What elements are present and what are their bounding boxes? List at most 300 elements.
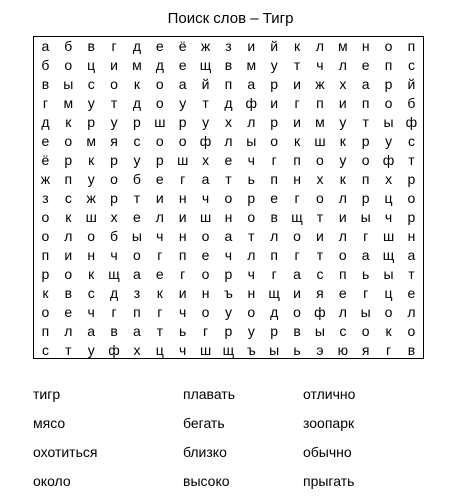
grid-cell: р [224, 323, 233, 339]
grid-cell: о [247, 209, 256, 225]
grid-cell: з [133, 285, 141, 301]
grid-cell: ч [110, 247, 118, 263]
grid-cell: ч [179, 304, 187, 320]
grid-cell: н [407, 228, 416, 244]
grid-cell: а [407, 247, 416, 263]
grid-cell: о [407, 323, 416, 339]
grid-cell: л [270, 228, 279, 244]
grid-cell: в [64, 285, 73, 301]
grid-cell: о [155, 95, 164, 111]
grid-cell: ж [315, 76, 325, 92]
grid-cell: ф [382, 152, 395, 168]
grid-cell: ш [314, 133, 326, 149]
grid-cell: и [247, 38, 256, 54]
grid-cell: ж [40, 171, 51, 187]
grid-cell: о [293, 304, 301, 320]
grid-cell: н [361, 38, 370, 54]
grid-cell: ё [41, 152, 50, 168]
grid-cell: х [224, 114, 232, 130]
grid-cell: с [407, 57, 415, 73]
grid-cell: ш [382, 228, 395, 244]
grid-cell: в [224, 57, 233, 73]
grid-cell: п [64, 171, 73, 187]
grid-cell: г [157, 247, 163, 263]
grid-cell: т [316, 247, 324, 263]
grid-cell: п [293, 152, 301, 168]
grid-cell: т [225, 171, 232, 187]
grid-cell: е [407, 285, 416, 301]
grid-cell: о [384, 95, 393, 111]
grid-cell: о [64, 133, 73, 149]
grid-cell: с [41, 342, 49, 358]
grid-cell: л [338, 228, 347, 244]
grid-cell: е [64, 304, 73, 320]
grid-cell: к [294, 133, 301, 149]
grid-cell: я [316, 285, 324, 301]
grid-cell: п [133, 304, 141, 320]
grid-cell: ч [87, 304, 95, 320]
grid-cell: у [270, 57, 278, 73]
grid-cell: о [201, 228, 210, 244]
grid-cell: ы [360, 304, 371, 320]
grid-row [34, 227, 423, 246]
grid-cell: ы [246, 133, 257, 149]
grid-cell: р [407, 209, 416, 225]
grid-cell: с [316, 266, 324, 282]
grid-cell: о [64, 57, 73, 73]
grid-cell: ф [245, 95, 258, 111]
grid-cell: й [270, 38, 279, 54]
grid-cell: х [316, 171, 324, 187]
grid-cell: п [224, 76, 233, 92]
grid-cell: к [156, 285, 163, 301]
grid-cell: ы [63, 76, 74, 92]
grid-cell: ь [293, 342, 301, 358]
grid-cell: щ [268, 285, 280, 301]
grid-cell: ч [156, 228, 164, 244]
grid-cell: и [293, 114, 301, 130]
grid-cell: г [271, 266, 277, 282]
grid-row [34, 284, 423, 303]
grid-cell: ш [154, 114, 166, 130]
grid-cell: е [133, 209, 141, 225]
grid-cell: г [111, 38, 117, 54]
word-list-item: тигр [33, 386, 61, 402]
grid-cell: р [64, 152, 73, 168]
grid-cell: н [178, 228, 187, 244]
grid-cell: г [180, 266, 186, 282]
grid-cell: о [247, 304, 256, 320]
grid-cell: ъ [246, 342, 256, 358]
grid-cell: к [385, 323, 392, 339]
word-list-item: мясо [33, 415, 66, 431]
grid-cell: р [41, 266, 50, 282]
grid-cell: е [201, 247, 210, 263]
grid-cell: н [201, 285, 210, 301]
grid-cell: г [271, 152, 277, 168]
grid-cell: о [155, 133, 164, 149]
grid-cell: м [63, 95, 74, 111]
grid-cell: г [157, 304, 163, 320]
grid-cell: п [407, 38, 416, 54]
grid-cell: в [41, 76, 50, 92]
grid-cell: о [224, 190, 233, 206]
grid-cell: р [110, 152, 118, 168]
grid-cell: о [155, 76, 164, 92]
grid-row [34, 208, 423, 227]
grid-cell: д [224, 95, 233, 111]
grid-cell: о [133, 247, 141, 263]
grid-cell: о [64, 266, 73, 282]
grid-cell: о [384, 304, 393, 320]
grid-cell: е [224, 152, 233, 168]
grid-cell: т [248, 228, 255, 244]
grid-cell: у [87, 171, 95, 187]
grid-cell: р [384, 76, 393, 92]
grid-cell: б [110, 228, 119, 244]
grid-cell: у [247, 323, 255, 339]
grid-cell: н [293, 171, 301, 187]
grid-cell: б [41, 57, 50, 73]
grid-cell: с [133, 133, 141, 149]
grid-cell: н [247, 285, 256, 301]
grid-cell: ж [86, 190, 96, 206]
grid-cell: л [64, 323, 73, 339]
grid-cell: х [110, 209, 118, 225]
grid-cell: л [155, 209, 164, 225]
grid-cell: у [179, 95, 187, 111]
grid-cell: д [109, 285, 119, 301]
grid-cell: г [294, 247, 300, 263]
grid-cell: д [155, 57, 164, 73]
grid-row [34, 56, 423, 75]
word-list-item: бегать [183, 415, 225, 431]
grid-cell: а [133, 266, 141, 282]
grid-cell: т [408, 266, 415, 282]
grid-cell: и [270, 95, 279, 111]
grid-cell: э [316, 342, 324, 358]
grid-row [34, 75, 423, 94]
grid-cell: р [247, 190, 256, 206]
grid-cell: ф [405, 114, 418, 130]
grid-cell: н [224, 209, 233, 225]
grid-cell: р [361, 190, 370, 206]
grid-row [34, 113, 423, 132]
grid-cell: т [156, 323, 164, 339]
grid-cell: у [385, 133, 393, 149]
grid-cell: ы [131, 228, 142, 244]
grid-cell: р [155, 152, 164, 168]
grid-row [34, 246, 423, 265]
grid-cell: р [224, 266, 233, 282]
grid-cell: у [202, 114, 210, 130]
grid-cell: ш [199, 342, 212, 358]
grid-cell: о [361, 323, 370, 339]
grid-cell: и [64, 247, 73, 263]
grid-cell: м [338, 38, 348, 54]
grid-cell: и [293, 285, 301, 301]
grid-cell: л [224, 133, 233, 149]
grid-cell: ц [384, 285, 393, 301]
grid-cell: л [407, 304, 416, 320]
grid-cell: ф [199, 133, 212, 149]
grid-cell: е [338, 285, 347, 301]
grid-cell: о [293, 228, 301, 244]
grid-cell: л [64, 228, 73, 244]
grid-cell: с [87, 76, 95, 92]
grid-cell: в [407, 342, 416, 358]
grid-cell: ч [224, 247, 233, 263]
grid-cell: и [316, 228, 324, 244]
word-list-item: около [33, 473, 71, 489]
grid-row [34, 322, 423, 341]
grid-cell: о [361, 152, 370, 168]
grid-cell: а [247, 76, 256, 92]
grid-cell: ц [384, 190, 393, 206]
grid-cell: л [315, 38, 325, 54]
grid-cell: т [110, 95, 118, 111]
grid-cell: ц [155, 342, 164, 358]
word-list-item: плавать [183, 386, 236, 402]
grid-cell: в [87, 38, 95, 54]
grid-row [34, 170, 423, 189]
grid-cell: г [203, 323, 209, 339]
grid-cell: х [202, 152, 210, 168]
grid-cell: ы [360, 209, 371, 225]
grid-cell: и [338, 209, 347, 225]
grid-cell: е [155, 171, 164, 187]
grid-cell: в [270, 209, 278, 225]
grid-cell: о [110, 171, 118, 187]
grid-cell: о [407, 190, 416, 206]
grid-cell: у [339, 152, 347, 168]
grid-cell: я [361, 342, 370, 358]
grid-cell: е [361, 57, 370, 73]
grid-cell: а [224, 228, 233, 244]
grid-cell: р [87, 114, 96, 130]
grid-cell: о [41, 209, 50, 225]
grid-cell: й [407, 76, 416, 92]
grid-cell: и [110, 57, 118, 73]
grid-row [34, 151, 423, 170]
grid-cell: г [363, 228, 369, 244]
grid-cell: м [132, 57, 142, 73]
grid-cell: л [338, 57, 347, 73]
grid-cell: т [133, 190, 141, 206]
grid-cell: ь [179, 323, 187, 339]
grid-cell: п [384, 57, 393, 73]
grid-cell: р [270, 76, 279, 92]
grid-cell: л [338, 190, 347, 206]
grid-cell: ш [85, 209, 97, 225]
grid-cell: о [384, 38, 393, 54]
grid-cell: а [133, 323, 141, 339]
grid-cell: л [247, 114, 256, 130]
grid-cell: т [293, 57, 301, 73]
grid-cell: м [315, 114, 325, 130]
grid-cell: в [293, 323, 301, 339]
grid-cell: о [316, 152, 324, 168]
word-list-item: охотиться [33, 444, 98, 460]
grid-cell: ш [177, 152, 189, 168]
grid-cell: с [64, 190, 72, 206]
grid-cell: у [224, 304, 232, 320]
grid-cell: ч [201, 190, 210, 206]
grid-cell: у [133, 152, 141, 168]
grid-cell: а [178, 76, 187, 92]
grid-cell: д [41, 114, 50, 130]
grid-cell: о [316, 190, 324, 206]
word-list [33, 380, 433, 496]
grid-cell: р [270, 114, 279, 130]
grid-cell: о [270, 133, 279, 149]
grid-cell: к [133, 76, 140, 92]
grid-cell: ы [383, 114, 394, 130]
grid-cell: б [132, 171, 141, 187]
grid-cell: д [132, 38, 142, 54]
grid-cell: м [246, 57, 257, 73]
grid-cell: т [362, 114, 369, 130]
grid-cell: е [155, 266, 164, 282]
grid-cell: о [41, 228, 50, 244]
word-list-item: обычно [303, 444, 352, 460]
grid-cell: т [408, 152, 415, 168]
grid-cell: у [339, 114, 347, 130]
grid-cell: ё [178, 38, 187, 54]
grid-cell: г [42, 95, 48, 111]
grid-cell: к [88, 152, 95, 168]
grid-cell: у [87, 342, 95, 358]
grid-cell: т [316, 209, 324, 225]
grid-cell: з [225, 38, 232, 54]
grid-cell: и [178, 285, 187, 301]
grid-cell: м [86, 133, 96, 149]
grid-row [34, 132, 423, 151]
grid-cell: и [155, 190, 164, 206]
grid-cell: я [110, 133, 118, 149]
grid-cell: о [201, 304, 210, 320]
grid-cell: к [88, 266, 95, 282]
grid-cell: щ [291, 209, 303, 225]
grid-cell: а [361, 76, 370, 92]
grid-cell: в [110, 323, 118, 339]
grid-cell: а [87, 323, 96, 339]
grid-cell: н [178, 190, 187, 206]
grid-cell: г [111, 304, 117, 320]
grid-cell: а [201, 171, 210, 187]
grid-cell: р [270, 323, 279, 339]
grid-cell: п [316, 95, 324, 111]
grid-cell: ч [247, 152, 255, 168]
grid-cell: б [407, 95, 416, 111]
grid-row [34, 341, 423, 360]
grid-row [34, 94, 423, 113]
grid-cell: п [361, 171, 370, 187]
grid-cell: р [361, 133, 370, 149]
grid-cell: о [178, 133, 187, 149]
grid-cell: п [270, 247, 278, 263]
grid-cell: р [133, 114, 141, 130]
grid-cell: ъ [224, 285, 233, 301]
grid-cell: с [87, 285, 95, 301]
grid-cell: о [338, 247, 347, 263]
grid-cell: ц [87, 57, 96, 73]
grid-cell: ч [247, 266, 255, 282]
page-title: Поиск слов – Тигр [167, 10, 294, 27]
grid-cell: п [178, 247, 187, 263]
grid-cell: щ [222, 342, 235, 358]
grid-cell: и [178, 209, 187, 225]
grid-cell: к [339, 133, 346, 149]
grid-cell: х [385, 171, 393, 187]
grid-cell: г [294, 190, 300, 206]
word-list-item: отлично [303, 386, 356, 402]
grid-cell: и [338, 95, 347, 111]
grid-cell: у [110, 114, 118, 130]
grid-cell: з [42, 190, 49, 206]
grid-cell: а [41, 38, 50, 54]
grid-cell: т [202, 95, 209, 111]
grid-cell: а [361, 247, 370, 263]
grid-cell: ф [314, 304, 326, 320]
grid-cell: к [339, 171, 346, 187]
grid-cell: ы [269, 342, 280, 358]
word-list-item: близко [183, 444, 227, 460]
grid-cell: д [132, 95, 142, 111]
grid-cell: е [41, 133, 50, 149]
grid-cell: о [41, 304, 50, 320]
grid-cell: р [407, 171, 416, 187]
grid-cell: о [110, 76, 118, 92]
grid-cell: к [65, 209, 72, 225]
grid-cell: ю [337, 342, 349, 358]
grid-cell: ш [199, 209, 212, 225]
grid-cell: е [270, 190, 279, 206]
grid-cell: и [293, 76, 301, 92]
word-list-item: высоко [183, 473, 230, 489]
grid-cell: г [180, 171, 186, 187]
grid-cell: е [178, 57, 187, 73]
grid-cell: щ [382, 247, 395, 263]
grid-cell: р [110, 190, 118, 206]
grid-cell: у [87, 95, 95, 111]
grid-cell: ь [247, 171, 255, 187]
grid-cell: с [339, 323, 347, 339]
grid-cell: й [201, 76, 210, 92]
word-search-grid [33, 36, 424, 359]
grid-row [34, 303, 423, 322]
grid-cell: ы [383, 266, 394, 282]
grid-cell: п [41, 323, 50, 339]
grid-cell: к [42, 285, 49, 301]
grid-cell: ч [316, 57, 324, 73]
grid-cell: о [87, 228, 96, 244]
grid-row [34, 265, 423, 284]
word-list-item: прыгать [303, 473, 355, 489]
grid-cell: р [178, 114, 187, 130]
grid-cell: ч [384, 209, 393, 225]
grid-cell: т [65, 342, 72, 358]
grid-cell: ы [314, 323, 325, 339]
grid-cell: б [64, 38, 73, 54]
grid-cell: ь [362, 266, 370, 282]
grid-cell: п [361, 95, 370, 111]
grid-cell: п [41, 247, 50, 263]
grid-cell: к [65, 114, 72, 130]
grid-cell: х [339, 76, 347, 92]
grid-cell: л [338, 304, 347, 320]
word-list-item: зоопарк [303, 415, 355, 431]
